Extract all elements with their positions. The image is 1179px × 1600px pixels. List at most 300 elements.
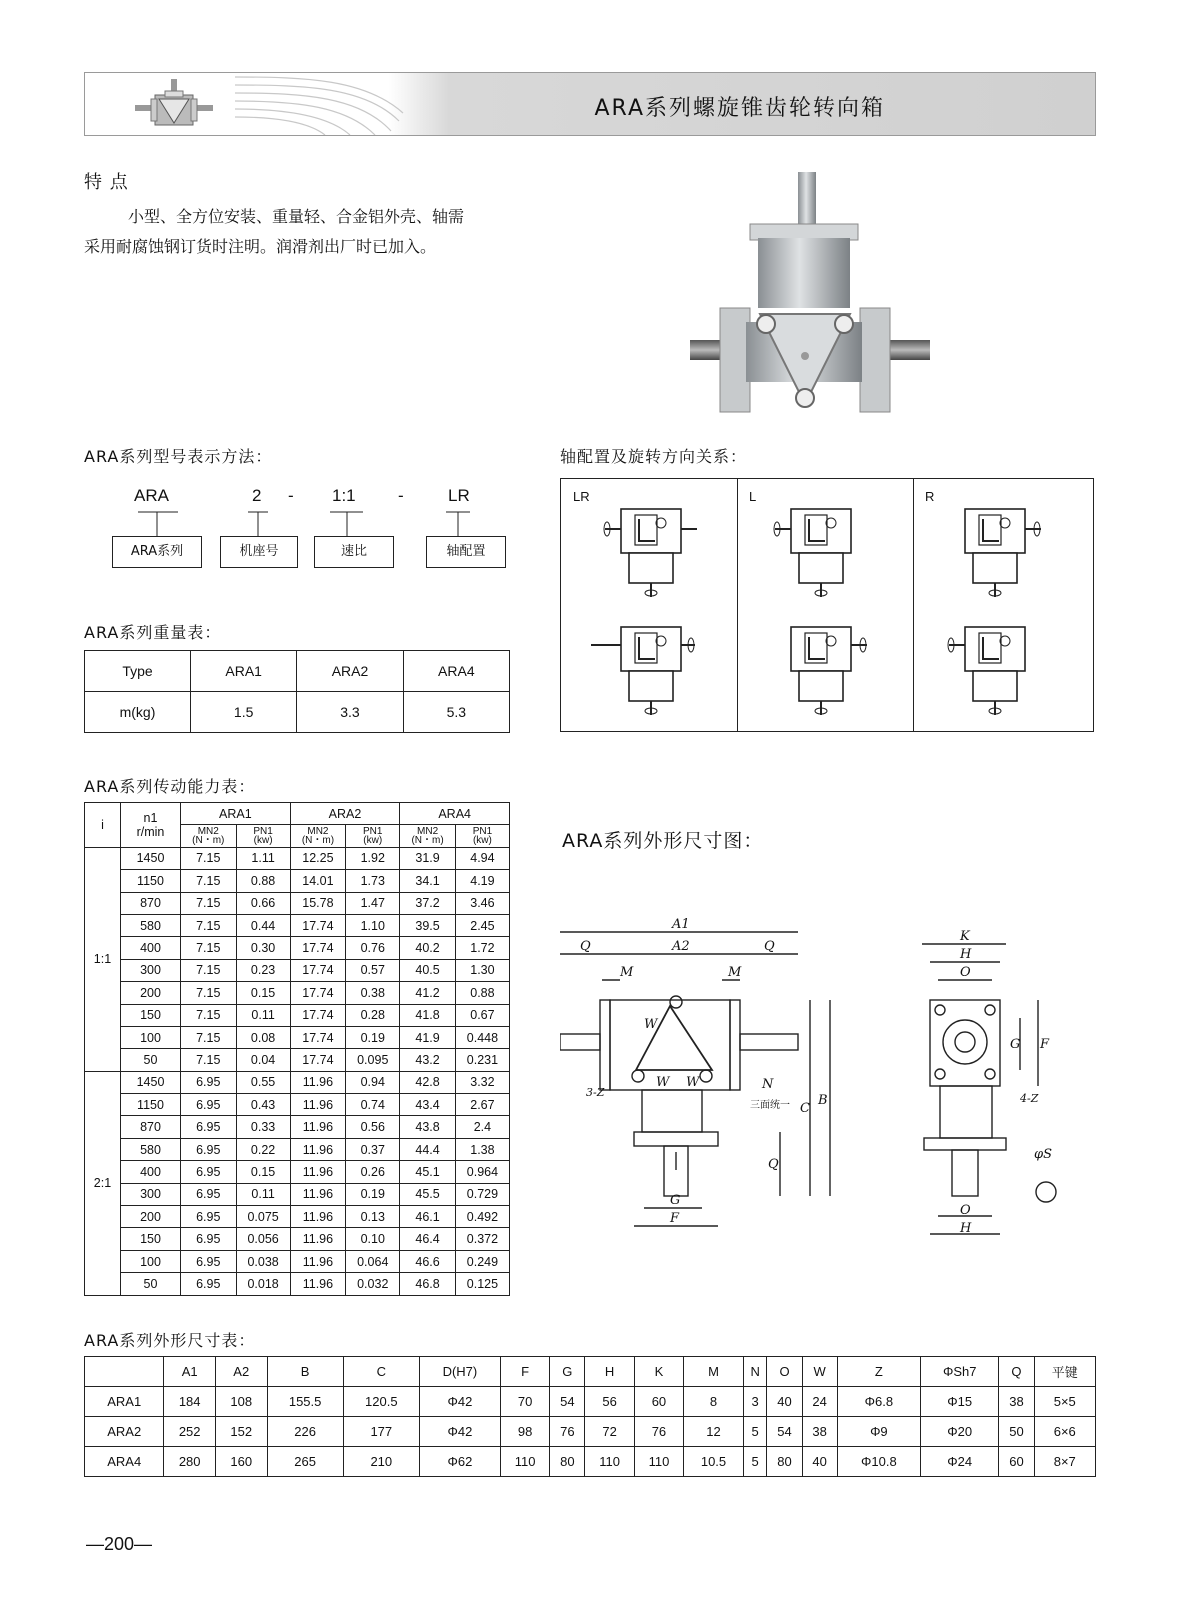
capacity-cell: 0.28 [346, 1004, 400, 1026]
capacity-cell: 12.25 [290, 847, 346, 869]
dim-label-o-top: O [960, 965, 971, 980]
dim-table-cell: 76 [634, 1417, 683, 1447]
capacity-cell: 0.22 [236, 1138, 290, 1160]
capacity-cell: 300 [121, 1183, 181, 1205]
dim-table-cell: 6×6 [1034, 1417, 1095, 1447]
capacity-cell: 0.08 [236, 1026, 290, 1048]
dim-table-header-cell: D(H7) [419, 1357, 500, 1387]
capacity-cell: 0.55 [236, 1071, 290, 1093]
capacity-cell: 0.44 [236, 914, 290, 936]
dim-table-header-cell: Q [999, 1357, 1034, 1387]
capacity-cell: 0.15 [236, 1161, 290, 1183]
capacity-cell: 0.74 [346, 1094, 400, 1116]
weight-th-type: Type [85, 651, 191, 692]
capacity-th-pn1-symbol: PN1 [472, 826, 493, 838]
capacity-cell: 14.01 [290, 870, 346, 892]
capacity-cell: 0.13 [346, 1206, 400, 1228]
table-row [85, 914, 510, 936]
dim-table-header-cell: B [267, 1357, 343, 1387]
capacity-cell: 0.38 [346, 982, 400, 1004]
capacity-cell: 11.96 [290, 1250, 346, 1272]
shaft-config-label-lr: LR [573, 489, 590, 504]
capacity-cell: 1.72 [455, 937, 509, 959]
capacity-cell: 6.95 [181, 1116, 237, 1138]
dim-table-cell: 155.5 [267, 1387, 343, 1417]
dim-table-cell: 5 [743, 1447, 767, 1477]
capacity-th-mn2-unit: (N・m) [411, 835, 444, 847]
capacity-cell: 200 [121, 1206, 181, 1228]
dim-table-cell: 80 [767, 1447, 802, 1477]
gearbox-product-photo [690, 172, 950, 422]
capacity-th-mn2 [400, 825, 456, 847]
capacity-cell: 0.064 [346, 1250, 400, 1272]
shaft-config-label-r: R [925, 489, 935, 504]
capacity-table-body [85, 847, 510, 1295]
header-banner [84, 72, 1096, 136]
weight-td-ara2: 3.3 [297, 692, 403, 733]
shaft-config-heading: 轴配置及旋转方向关系： [560, 447, 748, 466]
capacity-th-mn2-unit: (N・m) [301, 835, 335, 847]
capacity-cell: 0.372 [455, 1228, 509, 1250]
capacity-cell: 45.5 [400, 1183, 456, 1205]
capacity-cell: 2.67 [455, 1094, 509, 1116]
dim-label-q-left: Q [580, 939, 591, 954]
capacity-cell: 7.15 [181, 847, 237, 869]
capacity-cell: 150 [121, 1228, 181, 1250]
capacity-cell: 0.032 [346, 1273, 400, 1295]
dim-table-header-cell: A2 [215, 1357, 267, 1387]
capacity-cell: 100 [121, 1250, 181, 1272]
capacity-cell: 43.2 [400, 1049, 456, 1071]
capacity-cell: 0.23 [236, 959, 290, 981]
dim-table-cell: Φ15 [921, 1387, 999, 1417]
capacity-cell: 300 [121, 959, 181, 981]
capacity-cell: 40.2 [400, 937, 456, 959]
dim-table-cell: Φ62 [419, 1447, 500, 1477]
dim-table-cell: Φ24 [921, 1447, 999, 1477]
capacity-th-pn1 [236, 825, 290, 847]
dim-label-3z: 3-Z [586, 1086, 605, 1099]
capacity-cell: 0.095 [346, 1049, 400, 1071]
capacity-cell: 40.5 [400, 959, 456, 981]
capacity-th-pn1 [455, 825, 509, 847]
dim-table-cell: 38 [999, 1387, 1034, 1417]
capacity-cell: 0.04 [236, 1049, 290, 1071]
model-code-series: ARA [134, 486, 169, 505]
model-code-dash-2: - [398, 486, 404, 505]
capacity-th-pn1-unit: (kw) [363, 835, 383, 847]
capacity-cell: 0.66 [236, 892, 290, 914]
capacity-th-mn2 [290, 825, 346, 847]
capacity-header-row-1 [85, 803, 510, 825]
capacity-cell: 0.15 [236, 982, 290, 1004]
dim-label-c: C [800, 1101, 810, 1116]
dim-table-cell: 8×7 [1034, 1447, 1095, 1477]
capacity-cell: 0.33 [236, 1116, 290, 1138]
dim-table-cell: 110 [500, 1447, 549, 1477]
dim-table-header-cell: Z [837, 1357, 920, 1387]
dim-table-cell: 120.5 [343, 1387, 419, 1417]
dim-label-o-bottom: O [960, 1203, 971, 1218]
dim-table-cell: 226 [267, 1417, 343, 1447]
capacity-cell: 6.95 [181, 1094, 237, 1116]
capacity-cell: 0.448 [455, 1026, 509, 1048]
dim-table-cell: 10.5 [684, 1447, 744, 1477]
dim-table-header-cell: A1 [164, 1357, 216, 1387]
weight-table [84, 650, 510, 733]
model-label-frame: 机座号 [220, 536, 298, 568]
dim-label-q-right: Q [764, 939, 775, 954]
dim-table-cell: 12 [684, 1417, 744, 1447]
capacity-cell: 7.15 [181, 937, 237, 959]
capacity-th-pn1-unit: (kw) [253, 835, 273, 847]
dim-table-header-cell: H [585, 1357, 634, 1387]
dim-label-w-3: W [686, 1075, 700, 1090]
table-row [85, 1116, 510, 1138]
dim-table-cell: 50 [999, 1417, 1034, 1447]
capacity-cell: 0.88 [455, 982, 509, 1004]
capacity-cell: 6.95 [181, 1206, 237, 1228]
table-row [85, 847, 510, 869]
table-row [85, 1071, 510, 1093]
capacity-cell: 1.92 [346, 847, 400, 869]
capacity-cell: 44.4 [400, 1138, 456, 1160]
capacity-cell: 6.95 [181, 1161, 237, 1183]
capacity-th-mn2-unit: (N・m) [192, 835, 225, 847]
dim-table-cell: 210 [343, 1447, 419, 1477]
model-code-dash-1: - [288, 486, 294, 505]
dim-table-cell: 110 [585, 1447, 634, 1477]
capacity-cell: 17.74 [290, 1004, 346, 1026]
capacity-th-mn2-symbol: MN2 [307, 826, 329, 838]
capacity-cell: 0.19 [346, 1183, 400, 1205]
capacity-cell: 6.95 [181, 1228, 237, 1250]
capacity-cell: 6.95 [181, 1071, 237, 1093]
capacity-cell: 4.94 [455, 847, 509, 869]
dim-table-cell: 40 [802, 1447, 837, 1477]
capacity-cell: 17.74 [290, 959, 346, 981]
features-heading: 特 点 [84, 172, 129, 193]
dim-label-s: φS [1034, 1147, 1053, 1162]
capacity-cell: 2.4 [455, 1116, 509, 1138]
capacity-cell: 100 [121, 1026, 181, 1048]
table-row [85, 870, 510, 892]
dim-label-w-2: W [656, 1075, 670, 1090]
capacity-cell: 11.96 [290, 1183, 346, 1205]
capacity-cell: 7.15 [181, 892, 237, 914]
dim-table-cell: 80 [550, 1447, 585, 1477]
capacity-cell: 3.46 [455, 892, 509, 914]
capacity-cell: 11.96 [290, 1138, 346, 1160]
dim-table-cell: 40 [767, 1387, 802, 1417]
capacity-cell: 17.74 [290, 937, 346, 959]
capacity-th-ara1: ARA1 [181, 803, 291, 825]
dim-table-cell: 152 [215, 1417, 267, 1447]
capacity-cell: 0.57 [346, 959, 400, 981]
dim-table-cell: 60 [999, 1447, 1034, 1477]
table-row [85, 1161, 510, 1183]
capacity-cell: 46.1 [400, 1206, 456, 1228]
capacity-cell: 870 [121, 892, 181, 914]
dim-table-header-cell: O [767, 1357, 802, 1387]
capacity-cell: 0.30 [236, 937, 290, 959]
table-row [85, 959, 510, 981]
banner-stripes [85, 73, 1096, 135]
capacity-cell: 150 [121, 1004, 181, 1026]
capacity-cell: 43.8 [400, 1116, 456, 1138]
table-row [85, 1049, 510, 1071]
table-row [85, 1273, 510, 1295]
dim-table-cell: 38 [802, 1417, 837, 1447]
capacity-cell: 0.038 [236, 1250, 290, 1272]
capacity-cell: 400 [121, 937, 181, 959]
capacity-cell: 0.10 [346, 1228, 400, 1250]
dim-label-m-right: M [728, 965, 742, 980]
capacity-cell: 17.74 [290, 982, 346, 1004]
capacity-ratio-cell: 2:1 [85, 1071, 121, 1295]
dim-label-q-vert: Q [768, 1157, 779, 1172]
capacity-cell: 1450 [121, 1071, 181, 1093]
table-row [85, 1138, 510, 1160]
dim-table-cell: 24 [802, 1387, 837, 1417]
capacity-ratio-cell: 1:1 [85, 847, 121, 1071]
weight-td-ara1: 1.5 [191, 692, 297, 733]
capacity-cell: 0.37 [346, 1138, 400, 1160]
table-row [85, 1417, 1096, 1447]
dim-label-unify: 三面统一 [750, 1100, 790, 1111]
weight-th-ara1: ARA1 [191, 651, 297, 692]
capacity-table-heading: ARA系列传动能力表： [84, 777, 256, 796]
capacity-th-ara4: ARA4 [400, 803, 510, 825]
capacity-cell: 11.96 [290, 1116, 346, 1138]
capacity-cell: 7.15 [181, 914, 237, 936]
capacity-cell: 0.964 [455, 1161, 509, 1183]
capacity-cell: 0.125 [455, 1273, 509, 1295]
dim-label-a2: A2 [672, 939, 690, 954]
outline-drawing [560, 918, 1070, 1258]
table-row [85, 892, 510, 914]
table-row [85, 1026, 510, 1048]
capacity-th-n1-symbol: n1 [143, 810, 158, 825]
dim-table-header-cell: M [684, 1357, 744, 1387]
capacity-cell: 0.88 [236, 870, 290, 892]
capacity-cell: 41.8 [400, 1004, 456, 1026]
model-label-config: 轴配置 [426, 536, 506, 568]
capacity-cell: 7.15 [181, 870, 237, 892]
dim-table-cell: 5 [743, 1417, 767, 1447]
dim-table-cell: 54 [550, 1387, 585, 1417]
dim-table-header-cell: ΦSh7 [921, 1357, 999, 1387]
capacity-cell: 0.231 [455, 1049, 509, 1071]
dim-table-cell: Φ6.8 [837, 1387, 920, 1417]
dim-table-cell: ARA4 [85, 1447, 164, 1477]
table-row [85, 1447, 1096, 1477]
capacity-cell: 46.8 [400, 1273, 456, 1295]
dim-table-header-cell: K [634, 1357, 683, 1387]
capacity-cell: 1.11 [236, 847, 290, 869]
weight-th-ara4: ARA4 [403, 651, 509, 692]
dim-label-n: N [762, 1077, 774, 1092]
dim-table-cell: Φ10.8 [837, 1447, 920, 1477]
capacity-cell: 7.15 [181, 1026, 237, 1048]
dim-label-g-front: G [670, 1193, 681, 1208]
dim-table-header-row [85, 1357, 1096, 1387]
capacity-cell: 1150 [121, 870, 181, 892]
capacity-cell: 580 [121, 1138, 181, 1160]
dim-table-body [85, 1387, 1096, 1477]
weight-td-label: m(kg) [85, 692, 191, 733]
capacity-cell: 34.1 [400, 870, 456, 892]
dim-label-a1: A1 [672, 918, 690, 932]
dim-label-h-top: H [960, 947, 972, 962]
capacity-cell: 400 [121, 1161, 181, 1183]
capacity-cell: 7.15 [181, 1049, 237, 1071]
capacity-cell: 11.96 [290, 1206, 346, 1228]
capacity-cell: 11.96 [290, 1071, 346, 1093]
dim-table-header-cell [85, 1357, 164, 1387]
page-title: ARA系列螺旋锥齿轮转向箱 [594, 96, 885, 121]
dim-table-header-cell: N [743, 1357, 767, 1387]
capacity-cell: 0.075 [236, 1206, 290, 1228]
table-row [85, 1387, 1096, 1417]
dim-table-cell: 3 [743, 1387, 767, 1417]
capacity-cell: 0.249 [455, 1250, 509, 1272]
capacity-cell: 1.73 [346, 870, 400, 892]
capacity-cell: 46.4 [400, 1228, 456, 1250]
capacity-th-mn2 [181, 825, 237, 847]
dim-table-cell: ARA2 [85, 1417, 164, 1447]
capacity-cell: 0.056 [236, 1228, 290, 1250]
capacity-th-n1-unit: r/min [136, 824, 165, 839]
dim-table-cell: 110 [634, 1447, 683, 1477]
page-number: —200— [86, 1534, 153, 1554]
capacity-cell: 0.19 [346, 1026, 400, 1048]
capacity-cell: 870 [121, 1116, 181, 1138]
table-row [85, 1004, 510, 1026]
capacity-th-pn1-symbol: PN1 [253, 826, 273, 838]
dim-table-cell: 76 [550, 1417, 585, 1447]
capacity-cell: 41.2 [400, 982, 456, 1004]
capacity-cell: 11.96 [290, 1161, 346, 1183]
model-label-series: ARA系列 [112, 536, 202, 568]
capacity-cell: 0.43 [236, 1094, 290, 1116]
capacity-cell: 7.15 [181, 959, 237, 981]
capacity-cell: 1450 [121, 847, 181, 869]
weight-th-ara2: ARA2 [297, 651, 403, 692]
capacity-cell: 0.26 [346, 1161, 400, 1183]
dim-table-cell: 252 [164, 1417, 216, 1447]
dim-table-cell: 265 [267, 1447, 343, 1477]
capacity-cell: 3.32 [455, 1071, 509, 1093]
dim-label-f-front: F [670, 1211, 680, 1226]
table-row [85, 1206, 510, 1228]
capacity-cell: 50 [121, 1273, 181, 1295]
dim-table-cell: 160 [215, 1447, 267, 1477]
capacity-th-pn1-unit: (kw) [472, 835, 492, 847]
dim-label-g-side: G [1010, 1037, 1021, 1052]
dim-table-cell: Φ42 [419, 1417, 500, 1447]
capacity-cell: 1.10 [346, 914, 400, 936]
table-row [85, 937, 510, 959]
capacity-cell: 17.74 [290, 1026, 346, 1048]
capacity-cell: 1.38 [455, 1138, 509, 1160]
dim-table-cell: Φ20 [921, 1417, 999, 1447]
capacity-cell: 45.1 [400, 1161, 456, 1183]
dim-table-cell: 177 [343, 1417, 419, 1447]
dim-table-cell: 8 [684, 1387, 744, 1417]
capacity-cell: 43.4 [400, 1094, 456, 1116]
dim-table [84, 1356, 1096, 1477]
dim-table-cell: 5×5 [1034, 1387, 1095, 1417]
capacity-cell: 0.018 [236, 1273, 290, 1295]
capacity-cell: 4.19 [455, 870, 509, 892]
shaft-config-label-l: L [749, 489, 757, 504]
dim-table-cell: Φ9 [837, 1417, 920, 1447]
capacity-cell: 31.9 [400, 847, 456, 869]
capacity-th-ara2: ARA2 [290, 803, 400, 825]
capacity-th-pn1 [346, 825, 400, 847]
capacity-cell: 0.729 [455, 1183, 509, 1205]
dim-table-heading: ARA系列外形尺寸表： [84, 1331, 256, 1350]
capacity-cell: 1.47 [346, 892, 400, 914]
dim-table-header-cell: C [343, 1357, 419, 1387]
capacity-cell: 0.11 [236, 1004, 290, 1026]
dim-table-cell: 108 [215, 1387, 267, 1417]
weight-td-ara4: 5.3 [403, 692, 509, 733]
capacity-th-n1 [121, 803, 181, 848]
dim-label-k: K [960, 929, 970, 944]
dim-table-cell: 54 [767, 1417, 802, 1447]
capacity-cell: 7.15 [181, 1004, 237, 1026]
shaft-config-drawings [561, 479, 1095, 731]
capacity-cell: 6.95 [181, 1250, 237, 1272]
capacity-cell: 6.95 [181, 1138, 237, 1160]
features-line-1: 小型、全方位安装、重量轻、合金铝外壳、轴需 [128, 207, 465, 226]
dim-label-4z: 4-Z [1020, 1092, 1039, 1105]
dim-table-header-cell: G [550, 1357, 585, 1387]
capacity-cell: 0.94 [346, 1071, 400, 1093]
capacity-th-i: i [85, 803, 121, 848]
table-row [85, 982, 510, 1004]
dim-table-cell: ARA1 [85, 1387, 164, 1417]
model-code-frame: 2 [252, 486, 262, 505]
model-code-ratio: 1:1 [332, 486, 356, 505]
weight-table-row [85, 692, 510, 733]
shaft-config-panel [560, 478, 1094, 732]
capacity-cell: 1.30 [455, 959, 509, 981]
model-label-ratio: 速比 [314, 536, 394, 568]
capacity-cell: 0.76 [346, 937, 400, 959]
capacity-cell: 580 [121, 914, 181, 936]
table-row [85, 1183, 510, 1205]
dim-table-cell: 60 [634, 1387, 683, 1417]
capacity-th-mn2-symbol: MN2 [417, 826, 439, 838]
table-row [85, 1228, 510, 1250]
capacity-th-pn1-symbol: PN1 [363, 826, 383, 838]
features-line-2: 采用耐腐蚀钢订货时注明。润滑剂出厂时已加入。 [84, 237, 437, 256]
weight-table-heading: ARA系列重量表： [84, 623, 222, 642]
dim-table-cell: 184 [164, 1387, 216, 1417]
capacity-cell: 15.78 [290, 892, 346, 914]
capacity-cell: 11.96 [290, 1228, 346, 1250]
dim-table-header-cell: W [802, 1357, 837, 1387]
capacity-cell: 2.45 [455, 914, 509, 936]
capacity-cell: 0.11 [236, 1183, 290, 1205]
capacity-cell: 11.96 [290, 1273, 346, 1295]
dim-table-cell: 280 [164, 1447, 216, 1477]
capacity-table [84, 802, 510, 1296]
capacity-cell: 0.56 [346, 1116, 400, 1138]
